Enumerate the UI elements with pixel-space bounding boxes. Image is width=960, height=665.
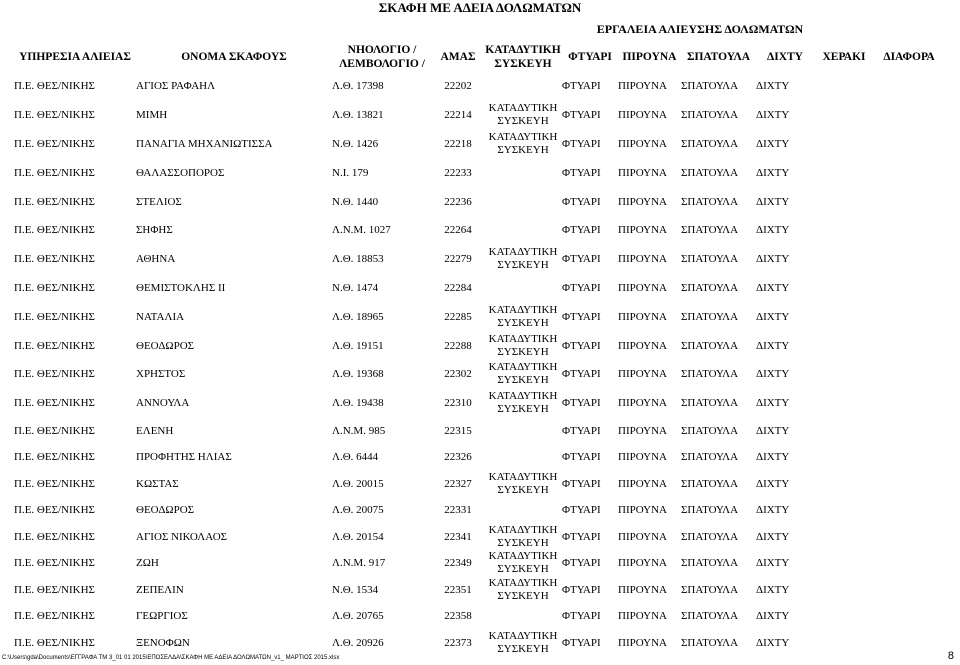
cell-pirouna: ΠΙΡΟΥΝΑ: [618, 636, 667, 649]
header-dixty: ΔΙΧΤΥ: [767, 51, 803, 63]
table-row: [14, 389, 944, 418]
cell-pirouna: ΠΙΡΟΥΝΑ: [618, 583, 667, 596]
header-spatoula: ΣΠΑΤΟΥΛΑ: [686, 51, 751, 63]
cell-dixty: ΔΙΧΤΥ: [756, 451, 790, 464]
header-ftyari: ΦΤΥΑΡΙ: [568, 51, 612, 63]
cell-dixty: ΔΙΧΤΥ: [756, 583, 790, 596]
cell-diafora: [874, 158, 944, 187]
cell-diafora: [874, 444, 944, 471]
cell-dixty: ΔΙΧΤΥ: [756, 610, 790, 623]
cell-katadytiki: [484, 444, 562, 471]
table-row: [14, 274, 944, 303]
cell-diafora: [874, 577, 944, 604]
table-row: [14, 471, 944, 498]
cell-pirouna: ΠΙΡΟΥΝΑ: [618, 451, 667, 464]
cell-vessel: ΖΕΠΕΛΙΝ: [136, 583, 184, 596]
table-row: [14, 497, 944, 524]
cell-keraki: [814, 444, 874, 471]
cell-pirouna: ΠΙΡΟΥΝΑ: [618, 166, 667, 179]
cell-spatoula: ΣΠΑΤΟΥΛΑ: [681, 281, 739, 294]
cell-vessel: ΑΓΙΟΣ ΡΑΦΑΗΛ: [136, 80, 216, 93]
cell-ftyari: ΦΤΥΑΡΙ: [562, 451, 601, 464]
cell-keraki: [814, 331, 874, 360]
cell-keraki: [814, 630, 874, 657]
cell-spatoula: ΣΠΑΤΟΥΛΑ: [681, 310, 739, 323]
table-row: [14, 550, 944, 577]
cell-katadytiki: ΚΑΤΑΔΥΤΙΚΗ ΣΥΣΚΕΥΗ: [488, 629, 558, 655]
cell-pirouna: ΠΙΡΟΥΝΑ: [618, 557, 667, 570]
cell-spatoula: ΣΠΑΤΟΥΛΑ: [681, 166, 739, 179]
cell-keraki: [814, 158, 874, 187]
cell-service: Π.Ε. ΘΕΣ/ΝΙΚΗΣ: [14, 504, 95, 517]
cell-dixty: ΔΙΧΤΥ: [756, 397, 790, 410]
document-title: ΣΚΑΦΗ ΜΕ ΑΔΕΙΑ ΔΟΛΩΜΑΤΩΝ: [378, 0, 582, 15]
cell-keraki: [814, 101, 874, 130]
table-row: [14, 524, 944, 551]
cell-ama: 22302: [444, 368, 472, 381]
table-row: [14, 630, 944, 657]
cell-registry: Ν.Θ. 1440: [332, 195, 379, 208]
cell-keraki: [814, 577, 874, 604]
cell-pirouna: ΠΙΡΟΥΝΑ: [618, 397, 667, 410]
cell-katadytiki: ΚΑΤΑΔΥΤΙΚΗ ΣΥΣΚΕΥΗ: [488, 550, 558, 576]
cell-katadytiki: [484, 497, 562, 524]
cell-spatoula: ΣΠΑΤΟΥΛΑ: [681, 451, 739, 464]
table-row: [14, 187, 944, 216]
cell-service: Π.Ε. ΘΕΣ/ΝΙΚΗΣ: [14, 636, 95, 649]
cell-vessel: ΓΕΩΡΓΙΟΣ: [136, 610, 188, 623]
cell-dixty: ΔΙΧΤΥ: [756, 253, 790, 266]
cell-service: Π.Ε. ΘΕΣ/ΝΙΚΗΣ: [14, 557, 95, 570]
cell-dixty: ΔΙΧΤΥ: [756, 424, 790, 437]
header-row: [14, 42, 944, 72]
cell-diafora: [874, 72, 944, 101]
cell-keraki: [814, 274, 874, 303]
cell-service: Π.Ε. ΘΕΣ/ΝΙΚΗΣ: [14, 281, 95, 294]
cell-dixty: ΔΙΧΤΥ: [756, 636, 790, 649]
cell-pirouna: ΠΙΡΟΥΝΑ: [618, 368, 667, 381]
table-row: [14, 360, 944, 389]
cell-diafora: [874, 360, 944, 389]
cell-vessel: ΝΑΤΑΛΙΑ: [136, 310, 185, 323]
cell-keraki: [814, 471, 874, 498]
cell-vessel: ΕΛΕΝΗ: [136, 424, 174, 437]
cell-registry: Ν.Θ. 1426: [332, 137, 379, 150]
cell-diafora: [874, 389, 944, 418]
header-ama: ΑΜΑΣ: [440, 51, 476, 63]
cell-service: Π.Ε. ΘΕΣ/ΝΙΚΗΣ: [14, 166, 95, 179]
cell-ama: 22264: [444, 224, 472, 237]
cell-vessel: ΜΙΜΗ: [136, 109, 168, 122]
cell-spatoula: ΣΠΑΤΟΥΛΑ: [681, 477, 739, 490]
header-katadytiki: ΚΑΤΑΔΥΤΙΚΗ ΣΥΣΚΕΥΗ: [485, 44, 561, 70]
table-body: [14, 72, 944, 656]
cell-spatoula: ΣΠΑΤΟΥΛΑ: [681, 424, 739, 437]
cell-katadytiki: [484, 158, 562, 187]
cell-dixty: ΔΙΧΤΥ: [756, 281, 790, 294]
cell-diafora: [874, 245, 944, 274]
cell-katadytiki: [484, 187, 562, 216]
cell-katadytiki: ΚΑΤΑΔΥΤΙΚΗ ΣΥΣΚΕΥΗ: [488, 332, 558, 358]
cell-dixty: ΔΙΧΤΥ: [756, 224, 790, 237]
cell-vessel: ΑΘΗΝΑ: [136, 253, 176, 266]
cell-katadytiki: [484, 274, 562, 303]
cell-ama: 22373: [444, 636, 472, 649]
cell-ftyari: ΦΤΥΑΡΙ: [562, 530, 601, 543]
cell-spatoula: ΣΠΑΤΟΥΛΑ: [681, 583, 739, 596]
cell-spatoula: ΣΠΑΤΟΥΛΑ: [681, 80, 739, 93]
cell-service: Π.Ε. ΘΕΣ/ΝΙΚΗΣ: [14, 339, 95, 352]
cell-ftyari: ΦΤΥΑΡΙ: [562, 195, 601, 208]
header-service: ΥΠΗΡΕΣΙΑ ΑΛΙΕΙΑΣ: [19, 51, 131, 63]
cell-katadytiki: [484, 603, 562, 630]
cell-pirouna: ΠΙΡΟΥΝΑ: [618, 310, 667, 323]
table-row: [14, 216, 944, 245]
table-row: [14, 158, 944, 187]
cell-diafora: [874, 497, 944, 524]
cell-service: Π.Ε. ΘΕΣ/ΝΙΚΗΣ: [14, 610, 95, 623]
cell-registry: Λ.Θ. 19151: [332, 339, 384, 352]
cell-pirouna: ΠΙΡΟΥΝΑ: [618, 195, 667, 208]
cell-diafora: [874, 331, 944, 360]
cell-ama: 22202: [444, 80, 472, 93]
cell-keraki: [814, 524, 874, 551]
cell-ama: 22315: [444, 424, 472, 437]
cell-ftyari: ΦΤΥΑΡΙ: [562, 80, 601, 93]
cell-service: Π.Ε. ΘΕΣ/ΝΙΚΗΣ: [14, 397, 95, 410]
cell-registry: Λ.Θ. 20015: [332, 477, 384, 490]
cell-ama: 22358: [444, 610, 472, 623]
cell-pirouna: ΠΙΡΟΥΝΑ: [618, 281, 667, 294]
cell-registry: Λ.Θ. 18965: [332, 310, 384, 323]
cell-katadytiki: ΚΑΤΑΔΥΤΙΚΗ ΣΥΣΚΕΥΗ: [488, 361, 558, 387]
cell-service: Π.Ε. ΘΕΣ/ΝΙΚΗΣ: [14, 451, 95, 464]
cell-spatoula: ΣΠΑΤΟΥΛΑ: [681, 530, 739, 543]
cell-pirouna: ΠΙΡΟΥΝΑ: [618, 253, 667, 266]
cell-pirouna: ΠΙΡΟΥΝΑ: [618, 424, 667, 437]
cell-registry: Ν.Θ. 1474: [332, 281, 379, 294]
cell-diafora: [874, 130, 944, 159]
cell-pirouna: ΠΙΡΟΥΝΑ: [618, 610, 667, 623]
cell-dixty: ΔΙΧΤΥ: [756, 166, 790, 179]
cell-dixty: ΔΙΧΤΥ: [756, 80, 790, 93]
header-keraki: ΧΕΡΑΚΙ: [822, 51, 866, 63]
cell-ftyari: ΦΤΥΑΡΙ: [562, 339, 601, 352]
cell-service: Π.Ε. ΘΕΣ/ΝΙΚΗΣ: [14, 368, 95, 381]
header-pirouna: ΠΙΡΟΥΝΑ: [622, 51, 677, 63]
cell-vessel: ΠΡΟΦΗΤΗΣ ΗΛΙΑΣ: [136, 451, 232, 464]
cell-vessel: ΘΕΟΔΩΡΟΣ: [136, 504, 195, 517]
cell-pirouna: ΠΙΡΟΥΝΑ: [618, 224, 667, 237]
cell-katadytiki: ΚΑΤΑΔΥΤΙΚΗ ΣΥΣΚΕΥΗ: [488, 303, 558, 329]
cell-service: Π.Ε. ΘΕΣ/ΝΙΚΗΣ: [14, 109, 95, 122]
cell-vessel: ΘΑΛΑΣΣΟΠΟΡΟΣ: [136, 166, 225, 179]
cell-katadytiki: ΚΑΤΑΔΥΤΙΚΗ ΣΥΣΚΕΥΗ: [488, 102, 558, 128]
cell-ftyari: ΦΤΥΑΡΙ: [562, 281, 601, 294]
cell-registry: Λ.Ν.Μ. 985: [332, 424, 386, 437]
cell-vessel: ΑΓΙΟΣ ΝΙΚΟΛΑΟΣ: [136, 530, 228, 543]
cell-ftyari: ΦΤΥΑΡΙ: [562, 424, 601, 437]
cell-katadytiki: ΚΑΤΑΔΥΤΙΚΗ ΣΥΣΚΕΥΗ: [488, 523, 558, 549]
cell-ama: 22326: [444, 451, 472, 464]
cell-service: Π.Ε. ΘΕΣ/ΝΙΚΗΣ: [14, 310, 95, 323]
cell-katadytiki: ΚΑΤΑΔΥΤΙΚΗ ΣΥΣΚΕΥΗ: [488, 246, 558, 272]
cell-dixty: ΔΙΧΤΥ: [756, 310, 790, 323]
cell-pirouna: ΠΙΡΟΥΝΑ: [618, 137, 667, 150]
cell-service: Π.Ε. ΘΕΣ/ΝΙΚΗΣ: [14, 583, 95, 596]
cell-diafora: [874, 274, 944, 303]
page-number: 8: [947, 650, 954, 662]
cell-spatoula: ΣΠΑΤΟΥΛΑ: [681, 368, 739, 381]
cell-vessel: ΚΩΣΤΑΣ: [136, 477, 179, 490]
cell-ama: 22288: [444, 339, 472, 352]
header-registry: ΝΗΟΛΟΓΙΟ / ΛΕΜΒΟΛΟΓΙΟ /: [339, 44, 425, 70]
cell-keraki: [814, 603, 874, 630]
cell-registry: Λ.Θ. 20765: [332, 610, 384, 623]
cell-ftyari: ΦΤΥΑΡΙ: [562, 368, 601, 381]
cell-ftyari: ΦΤΥΑΡΙ: [562, 253, 601, 266]
cell-spatoula: ΣΠΑΤΟΥΛΑ: [681, 195, 739, 208]
vessels-table: [14, 42, 944, 656]
cell-ftyari: ΦΤΥΑΡΙ: [562, 166, 601, 179]
cell-ftyari: ΦΤΥΑΡΙ: [562, 224, 601, 237]
cell-keraki: [814, 216, 874, 245]
cell-vessel: ΞΕΝΟΦΩΝ: [136, 636, 190, 649]
cell-vessel: ΑΝΝΟΥΛΑ: [136, 397, 190, 410]
cell-vessel: ΠΑΝΑΓΙΑ ΜΗΧΑΝΙΩΤΙΣΣΑ: [136, 137, 273, 150]
cell-diafora: [874, 471, 944, 498]
cell-ama: 22218: [444, 137, 472, 150]
cell-dixty: ΔΙΧΤΥ: [756, 530, 790, 543]
tools-heading: ΕΡΓΑΛΕΙΑ ΑΛΙΕΥΣΗΣ ΔΟΛΩΜΑΤΩΝ: [596, 22, 804, 36]
file-path-footer: C:\Users\gda\Documents\ΕΓΓΡΑΦΑ TM 3_01 01 2015\ΕΠΟΣΕΛΔΑ\ΣΚΑΦΗ ΜΕ ΑΔΕΙΑ ΔΟΛΩΜΑΤΩΝ_v1_ ΜΑΡΤΙΟΣ 2015.xlsx: [2, 655, 340, 661]
cell-dixty: ΔΙΧΤΥ: [756, 504, 790, 517]
cell-diafora: [874, 603, 944, 630]
cell-keraki: [814, 130, 874, 159]
cell-spatoula: ΣΠΑΤΟΥΛΑ: [681, 636, 739, 649]
cell-registry: Λ.Ν.Μ. 917: [332, 557, 386, 570]
cell-diafora: [874, 187, 944, 216]
cell-ftyari: ΦΤΥΑΡΙ: [562, 636, 601, 649]
cell-service: Π.Ε. ΘΕΣ/ΝΙΚΗΣ: [14, 530, 95, 543]
cell-registry: Ν.Θ. 1534: [332, 583, 379, 596]
cell-service: Π.Ε. ΘΕΣ/ΝΙΚΗΣ: [14, 224, 95, 237]
table-row: [14, 331, 944, 360]
cell-ftyari: ΦΤΥΑΡΙ: [562, 504, 601, 517]
cell-katadytiki: [484, 72, 562, 101]
cell-registry: Λ.Θ. 19368: [332, 368, 384, 381]
cell-keraki: [814, 497, 874, 524]
cell-spatoula: ΣΠΑΤΟΥΛΑ: [681, 504, 739, 517]
cell-dixty: ΔΙΧΤΥ: [756, 368, 790, 381]
cell-ama: 22285: [444, 310, 472, 323]
cell-ftyari: ΦΤΥΑΡΙ: [562, 109, 601, 122]
cell-spatoula: ΣΠΑΤΟΥΛΑ: [681, 109, 739, 122]
cell-diafora: [874, 550, 944, 577]
table-row: [14, 577, 944, 604]
cell-spatoula: ΣΠΑΤΟΥΛΑ: [681, 339, 739, 352]
cell-ama: 22233: [444, 166, 472, 179]
cell-ama: 22236: [444, 195, 472, 208]
header-diafora: ΔΙΑΦΟΡΑ: [883, 51, 935, 63]
header-vessel: ΟΝΟΜΑ ΣΚΑΦΟΥΣ: [181, 51, 287, 63]
cell-ama: 22341: [444, 530, 472, 543]
cell-registry: Λ.Θ. 18853: [332, 253, 384, 266]
table-row: [14, 603, 944, 630]
cell-diafora: [874, 302, 944, 331]
cell-keraki: [814, 245, 874, 274]
cell-ama: 22310: [444, 397, 472, 410]
cell-spatoula: ΣΠΑΤΟΥΛΑ: [681, 610, 739, 623]
cell-registry: Λ.Θ. 6444: [332, 451, 379, 464]
table-row: [14, 245, 944, 274]
cell-keraki: [814, 187, 874, 216]
cell-service: Π.Ε. ΘΕΣ/ΝΙΚΗΣ: [14, 80, 95, 93]
cell-diafora: [874, 216, 944, 245]
cell-katadytiki: ΚΑΤΑΔΥΤΙΚΗ ΣΥΣΚΕΥΗ: [488, 390, 558, 416]
cell-registry: Λ.Θ. 17398: [332, 80, 384, 93]
cell-service: Π.Ε. ΘΕΣ/ΝΙΚΗΣ: [14, 195, 95, 208]
cell-dixty: ΔΙΧΤΥ: [756, 109, 790, 122]
cell-ama: 22214: [444, 109, 472, 122]
cell-registry: Ν.Ι. 179: [332, 166, 369, 179]
table-row: [14, 302, 944, 331]
cell-vessel: ΘΕΟΔΩΡΟΣ: [136, 339, 195, 352]
cell-keraki: [814, 360, 874, 389]
cell-keraki: [814, 389, 874, 418]
cell-spatoula: ΣΠΑΤΟΥΛΑ: [681, 397, 739, 410]
cell-ftyari: ΦΤΥΑΡΙ: [562, 397, 601, 410]
cell-katadytiki: ΚΑΤΑΔΥΤΙΚΗ ΣΥΣΚΕΥΗ: [488, 576, 558, 602]
cell-dixty: ΔΙΧΤΥ: [756, 195, 790, 208]
cell-katadytiki: ΚΑΤΑΔΥΤΙΚΗ ΣΥΣΚΕΥΗ: [488, 470, 558, 496]
table-row: [14, 72, 944, 101]
cell-spatoula: ΣΠΑΤΟΥΛΑ: [681, 224, 739, 237]
cell-registry: Λ.Θ. 20926: [332, 636, 384, 649]
cell-keraki: [814, 302, 874, 331]
cell-spatoula: ΣΠΑΤΟΥΛΑ: [681, 137, 739, 150]
cell-registry: Λ.Θ. 19438: [332, 397, 384, 410]
cell-spatoula: ΣΠΑΤΟΥΛΑ: [681, 557, 739, 570]
cell-keraki: [814, 550, 874, 577]
cell-diafora: [874, 418, 944, 445]
cell-katadytiki: ΚΑΤΑΔΥΤΙΚΗ ΣΥΣΚΕΥΗ: [488, 130, 558, 156]
cell-dixty: ΔΙΧΤΥ: [756, 339, 790, 352]
cell-pirouna: ΠΙΡΟΥΝΑ: [618, 477, 667, 490]
cell-pirouna: ΠΙΡΟΥΝΑ: [618, 504, 667, 517]
cell-registry: Λ.Θ. 20154: [332, 530, 384, 543]
cell-vessel: ΧΡΗΣΤΟΣ: [136, 368, 186, 381]
cell-katadytiki: [484, 418, 562, 445]
cell-pirouna: ΠΙΡΟΥΝΑ: [618, 109, 667, 122]
cell-keraki: [814, 418, 874, 445]
cell-ftyari: ΦΤΥΑΡΙ: [562, 310, 601, 323]
cell-ama: 22331: [444, 504, 472, 517]
cell-service: Π.Ε. ΘΕΣ/ΝΙΚΗΣ: [14, 424, 95, 437]
cell-vessel: ΣΗΦΗΣ: [136, 224, 173, 237]
cell-registry: Λ.Θ. 13821: [332, 109, 384, 122]
table-row: [14, 101, 944, 130]
cell-diafora: [874, 101, 944, 130]
cell-registry: Λ.Θ. 20075: [332, 504, 384, 517]
cell-katadytiki: [484, 216, 562, 245]
cell-vessel: ΘΕΜΙΣΤΟΚΛΗΣ ΙΙ: [136, 281, 226, 294]
cell-service: Π.Ε. ΘΕΣ/ΝΙΚΗΣ: [14, 253, 95, 266]
cell-dixty: ΔΙΧΤΥ: [756, 137, 790, 150]
cell-ama: 22327: [444, 477, 472, 490]
cell-registry: Λ.Ν.Μ. 1027: [332, 224, 391, 237]
cell-dixty: ΔΙΧΤΥ: [756, 477, 790, 490]
cell-pirouna: ΠΙΡΟΥΝΑ: [618, 339, 667, 352]
table-row: [14, 130, 944, 159]
cell-spatoula: ΣΠΑΤΟΥΛΑ: [681, 253, 739, 266]
cell-ama: 22284: [444, 281, 472, 294]
cell-vessel: ΖΩΗ: [136, 557, 159, 570]
table-row: [14, 444, 944, 471]
cell-ftyari: ΦΤΥΑΡΙ: [562, 477, 601, 490]
cell-ama: 22279: [444, 253, 472, 266]
cell-diafora: [874, 630, 944, 657]
cell-pirouna: ΠΙΡΟΥΝΑ: [618, 80, 667, 93]
cell-keraki: [814, 72, 874, 101]
cell-service: Π.Ε. ΘΕΣ/ΝΙΚΗΣ: [14, 477, 95, 490]
table-row: [14, 418, 944, 445]
cell-ftyari: ΦΤΥΑΡΙ: [562, 557, 601, 570]
cell-ftyari: ΦΤΥΑΡΙ: [562, 583, 601, 596]
cell-ama: 22349: [444, 557, 472, 570]
cell-ftyari: ΦΤΥΑΡΙ: [562, 137, 601, 150]
cell-ftyari: ΦΤΥΑΡΙ: [562, 610, 601, 623]
cell-vessel: ΣΤΕΛΙΟΣ: [136, 195, 182, 208]
cell-ama: 22351: [444, 583, 472, 596]
cell-service: Π.Ε. ΘΕΣ/ΝΙΚΗΣ: [14, 137, 95, 150]
cell-pirouna: ΠΙΡΟΥΝΑ: [618, 530, 667, 543]
cell-dixty: ΔΙΧΤΥ: [756, 557, 790, 570]
cell-diafora: [874, 524, 944, 551]
